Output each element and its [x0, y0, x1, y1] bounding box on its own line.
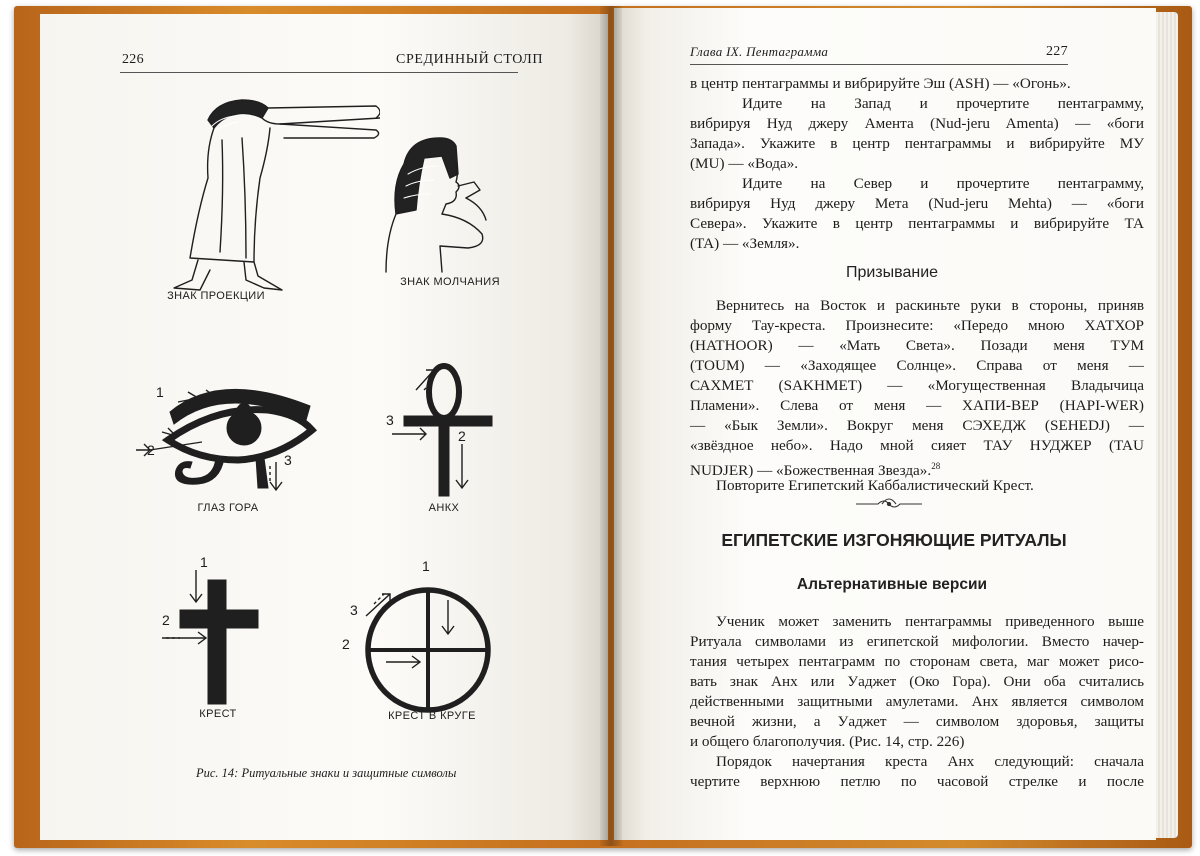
text-line: Повторите Египетский Каббалистический Крест. — [716, 477, 1034, 494]
ankh-stroke-number-3: 3 — [386, 412, 394, 428]
circle-stroke-number-3: 3 — [350, 602, 358, 618]
text-line: вечной жизни, а Уаджет — символом здоровья, защиты — [690, 713, 1144, 730]
text-line: — «Бык Земли». Вокруг меня СЭХЕДЖ (SEHEDJ) — — [690, 417, 1144, 434]
eye-stroke-number-3: 3 — [284, 452, 292, 468]
sign-of-projection-icon — [150, 80, 380, 294]
cross-stroke-number-1: 1 — [200, 554, 208, 570]
cross-icon — [156, 566, 266, 708]
cross-in-circle-icon — [340, 564, 496, 714]
caption-ankh: АНКХ — [428, 502, 460, 514]
text-line: (TA) — «Земля». — [690, 235, 800, 252]
ankh-icon — [378, 356, 508, 506]
sign-of-silence-icon — [382, 134, 506, 274]
text-line: вать знак Анх или Уаджет (Око Гора). Они оба считались — [690, 673, 1144, 690]
caption-sign-of-silence: ЗНАК МОЛЧАНИЯ — [400, 276, 500, 288]
text-line: Идите на Север и прочертите пентаграмму, — [742, 175, 1144, 192]
ornament-divider-icon — [854, 496, 924, 512]
book-spine — [600, 6, 622, 846]
page-number-left: 226 — [122, 52, 144, 67]
footnote-marker: 28 — [931, 461, 941, 471]
caption-cross-in-circle: КРЕСТ В КРУГЕ — [388, 710, 476, 722]
chapter-heading: ЕГИПЕТСКИЕ ИЗГОНЯЮЩИЕ РИТУАЛЫ — [721, 530, 1067, 550]
subheading: Альтернативные версии — [796, 576, 988, 593]
text-line: Пламени». Слева от меня — ХАПИ-ВЕР (HAPI-WER) — [690, 397, 1144, 414]
caption-eye-of-horus: ГЛАЗ ГОРА — [197, 502, 259, 514]
text-line: тания четырех пентаграмм по сторонам света, маг может рисо- — [690, 653, 1144, 670]
text-line: Ритуала символами из египетской мифологии. Вместо начер- — [690, 633, 1144, 650]
text-line: вибрируя Нуд джеру Амента (Nud-jeru Amenta) — «боги — [690, 115, 1144, 132]
text-line: чертите верхнюю петлю по часовой стрелке и после — [690, 773, 1144, 790]
caption-cross: КРЕСТ — [199, 708, 237, 720]
text-line: (HATHOOR) — «Мать Света». Позади меня ТУМ — [690, 337, 1144, 354]
text-line: Запада». Укажите в центр пентаграммы и вибрируйте МУ — [690, 135, 1144, 152]
section-heading: Призывание — [845, 264, 939, 281]
left-page — [40, 14, 608, 840]
text-line: и общего благополучия. (Рис. 14, стр. 226) — [690, 733, 965, 750]
running-head-right: Глава IX. Пентаграмма — [690, 44, 829, 59]
text-line: САХМЕТ (SAKHMET) — «Могущественная Владычица — [690, 377, 1144, 394]
cross-stroke-number-2: 2 — [162, 612, 170, 628]
header-rule-left — [120, 72, 518, 73]
text-line: в центр пентаграммы и вибрируйте Эш (ASH) — «Огонь». — [690, 75, 1071, 92]
text-line: Севера». Укажите в центр пентаграммы и вибрируйте ТА — [690, 215, 1144, 232]
circle-stroke-number-2: 2 — [342, 636, 350, 652]
caption-sign-of-projection: ЗНАК ПРОЕКЦИИ — [167, 290, 265, 302]
figure-caption: Рис. 14: Ритуальные знаки и защитные символы — [196, 766, 457, 780]
circle-stroke-number-1: 1 — [422, 558, 430, 574]
text-line: Вернитесь на Восток и раскиньте руки в стороны, приняв — [716, 297, 1144, 314]
header-rule-right — [690, 64, 1068, 65]
text-line: действенными защитными амулетами. Анх является символом — [690, 693, 1144, 710]
text-line: вибрируя Нуд джеру Мета (Nud-jeru Mehta) — «боги — [690, 195, 1144, 212]
text-line: (MU) — «Вода». — [690, 155, 799, 172]
eye-stroke-number-1: 1 — [156, 384, 164, 400]
text-line: «звёздное небо». Надо мной сияет ТАУ НУДЖЕР (TAU — [690, 437, 1144, 454]
eye-stroke-number-2: 2 — [147, 442, 155, 458]
text-line-content: NUDJER) — «Божественная Звезда». — [690, 462, 932, 480]
ankh-stroke-number-2: 2 — [458, 428, 466, 444]
text-line: Ученик может заменить пентаграммы приведенного выше — [716, 613, 1144, 630]
running-head-left: СРЕДИННЫЙ СТОЛП — [396, 52, 544, 67]
text-line: Идите на Запад и прочертите пентаграмму, — [742, 95, 1144, 112]
text-line: (TOUM) — «Заходящее Солнце». Справа от меня — — [690, 357, 1144, 374]
right-page — [614, 8, 1156, 840]
text-line: Порядок начертания креста Анх следующий: сначала — [716, 753, 1144, 770]
text-line: форму Тау-креста. Произнесите: «Передо мною ХАТХОР — [690, 317, 1144, 334]
page-number-right: 227 — [1046, 44, 1068, 59]
